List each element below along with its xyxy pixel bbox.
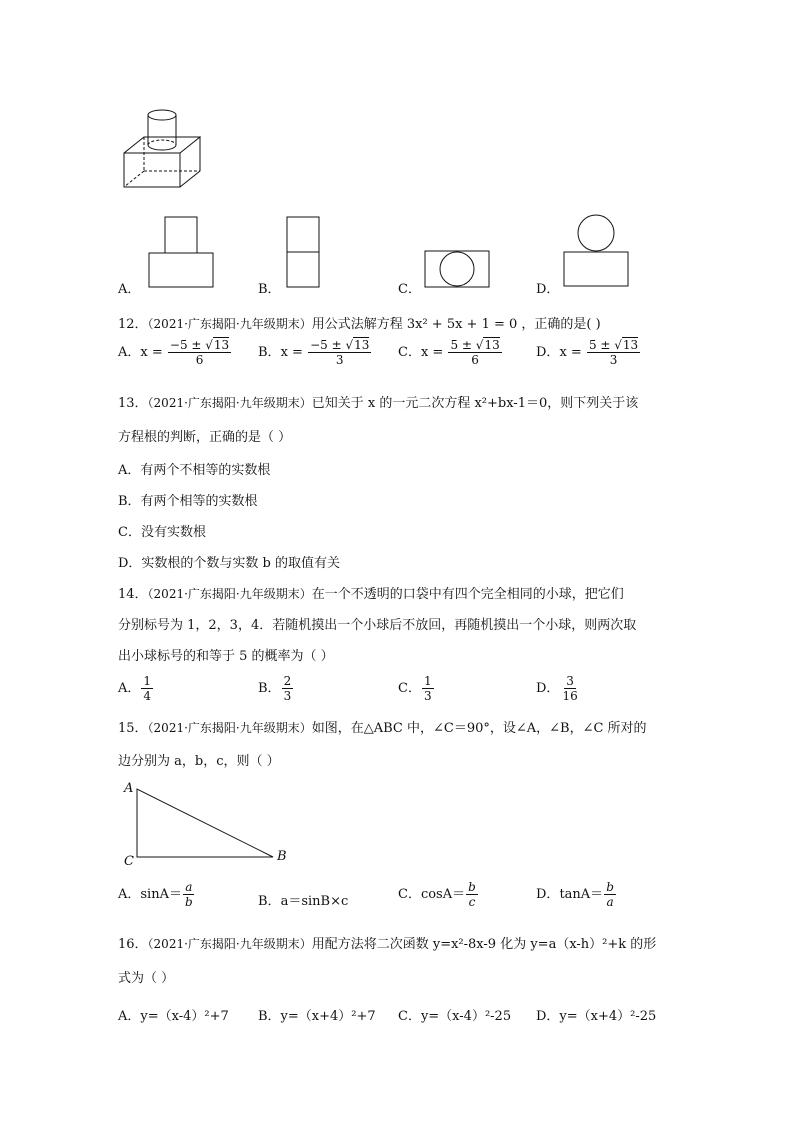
q15-option-d[interactable] xyxy=(536,880,617,909)
q13-stem-line1 xyxy=(118,392,638,411)
q14-source: （2021·广东揭阳·九年级期末） xyxy=(147,587,312,601)
q12-option-d-label: D． xyxy=(536,345,560,360)
q11-option-d-label: D． xyxy=(536,282,560,297)
q14-option-a-label: A． xyxy=(118,681,141,696)
q13-stem-text: 已知关于 x 的一元二次方程 x²+bx-1＝0，则下列关于该 xyxy=(311,396,639,411)
q14-stem-line3: 出小球标号的和等于 5 的概率为（ ） xyxy=(118,649,334,664)
q15-option-d-label: D． xyxy=(536,887,560,902)
q14-option-c-fraction: $\frac{1}{3}$ xyxy=(423,674,432,703)
q14-option-c-label: C． xyxy=(398,681,421,696)
q12-source: （2021·广东揭阳·九年级期末） xyxy=(147,317,312,331)
q11-option-d-figure xyxy=(562,214,630,288)
q15-stem-line2: 边分别为 a，b，c，则（ ） xyxy=(118,754,280,769)
q11-option-b-figure xyxy=(286,216,320,288)
q13-stem-line2: 方程根的判断，正确的是（ ） xyxy=(118,430,292,445)
q16-stem-line2: 式为（ ） xyxy=(118,971,175,986)
q15-option-c-fraction: $\frac{b}{c}$ xyxy=(468,880,476,909)
q12-option-b-fraction: $\frac{-5 \pm √13}{3}$ xyxy=(310,338,370,367)
q12-option-d-fraction: $\frac{5 \pm √13}{3}$ xyxy=(588,338,639,367)
q12-number: 12． xyxy=(118,317,148,332)
triangle-vertex-b-label: B xyxy=(277,849,287,864)
q16-option-b[interactable]: B．y=（x+4）²+7 xyxy=(258,1009,376,1024)
q15-option-a-fraction: $\frac{a}{b}$ xyxy=(184,880,193,909)
triangle-vertex-c-label: C xyxy=(124,854,134,869)
q13-option-b[interactable]: B．有两个相等的实数根 xyxy=(118,494,258,509)
q14-stem-line2: 分别标号为 1，2，3，4．若随机摸出一个小球后不放回，再随机摸出一个小球，则两次取 xyxy=(118,618,637,633)
q15-option-d-fraction: $\frac{b}{a}$ xyxy=(606,880,614,909)
q14-option-d[interactable] xyxy=(536,674,581,703)
cylinder-on-box-figure xyxy=(120,105,210,190)
q14-stem-line1 xyxy=(118,583,624,602)
q16-option-a[interactable]: A．y=（x-4）²+7 xyxy=(118,1009,229,1024)
q12-option-c-lhs: x = xyxy=(420,345,444,360)
q14-option-b-label: B． xyxy=(258,681,281,696)
q12-stem xyxy=(118,313,601,332)
q13-source: （2021·广东揭阳·九年级期末） xyxy=(147,396,312,410)
q14-option-d-label: D． xyxy=(536,681,560,696)
q14-option-b-fraction: $\frac{2}{3}$ xyxy=(283,674,292,703)
q15-stem-text: 如图，在△ABC 中，∠C＝90°，设∠A，∠B，∠C 所对的 xyxy=(311,721,647,736)
q15-option-b-label: B． xyxy=(258,894,281,909)
q16-stem-line1 xyxy=(118,933,656,952)
q16-stem-text: 用配方法将二次函数 y=x²-8x-9 化为 y=a（x-h）²+k 的形 xyxy=(311,937,657,952)
q12-option-d[interactable] xyxy=(536,338,641,367)
q12-option-d-lhs: x = xyxy=(559,345,582,360)
q15-option-c[interactable] xyxy=(398,880,479,909)
q16-option-d[interactable]: D．y=（x+4）²-25 xyxy=(536,1009,657,1024)
q15-option-a[interactable] xyxy=(118,880,196,909)
q11-option-b-label: B． xyxy=(258,282,281,297)
triangle-vertex-a-label: A xyxy=(124,781,134,796)
q12-option-a[interactable] xyxy=(118,338,232,367)
q12-option-c-label: C． xyxy=(398,345,421,360)
q15-option-c-label: C． xyxy=(398,887,421,902)
q15-option-b-text: a＝sinB×c xyxy=(280,894,349,909)
right-triangle-figure xyxy=(120,780,300,870)
q12-option-c-fraction: $\frac{5 \pm √13}{6}$ xyxy=(450,338,500,367)
q12-option-b-lhs: x = xyxy=(280,345,303,360)
q14-stem-text: 在一个不透明的口袋中有四个完全相同的小球，把它们 xyxy=(311,587,624,602)
q15-option-a-label: A． xyxy=(118,887,141,902)
q14-option-c[interactable] xyxy=(398,674,435,703)
q11-option-a-figure xyxy=(148,216,214,288)
q14-number: 14． xyxy=(118,587,148,602)
q15-option-c-lhs: cosA＝ xyxy=(420,887,466,902)
q15-source: （2021·广东揭阳·九年级期末） xyxy=(147,721,312,735)
q11-option-a-label: A． xyxy=(118,282,141,297)
q15-option-a-lhs: sinA＝ xyxy=(140,887,182,902)
q15-option-d-lhs: tanA＝ xyxy=(559,887,604,902)
q15-number: 15． xyxy=(118,721,148,736)
q14-option-a[interactable] xyxy=(118,674,154,703)
q15-option-b[interactable] xyxy=(258,890,348,909)
q13-option-a[interactable]: A．有两个不相等的实数根 xyxy=(118,463,271,478)
q12-option-a-lhs: x = xyxy=(140,345,163,360)
q16-number: 16． xyxy=(118,937,148,952)
q14-option-d-fraction: $\frac{3}{16}$ xyxy=(562,674,578,703)
q12-option-a-label: A． xyxy=(118,345,141,360)
q13-option-c[interactable]: C．没有实数根 xyxy=(118,525,206,540)
q12-stem-text: 用公式法解方程 3x² + 5x + 1 = 0 ，正确的是( ) xyxy=(311,317,601,332)
q12-option-b[interactable] xyxy=(258,338,372,367)
q14-option-a-fraction: $\frac{1}{4}$ xyxy=(143,674,152,703)
q12-option-c[interactable] xyxy=(398,338,503,367)
q13-number: 13． xyxy=(118,396,148,411)
q11-option-c-label: C． xyxy=(398,282,421,297)
q15-stem-line1 xyxy=(118,717,647,736)
q14-option-b[interactable] xyxy=(258,674,294,703)
q16-source: （2021·广东揭阳·九年级期末） xyxy=(147,937,312,951)
q12-option-a-fraction: $\frac{-5 \pm √13}{6}$ xyxy=(169,338,230,367)
q13-option-d[interactable]: D．实数根的个数与实数 b 的取值有关 xyxy=(118,556,341,571)
q12-option-b-label: B． xyxy=(258,345,281,360)
q16-option-c[interactable]: C．y=（x-4）²-25 xyxy=(398,1009,512,1024)
q11-option-c-figure xyxy=(424,250,490,288)
